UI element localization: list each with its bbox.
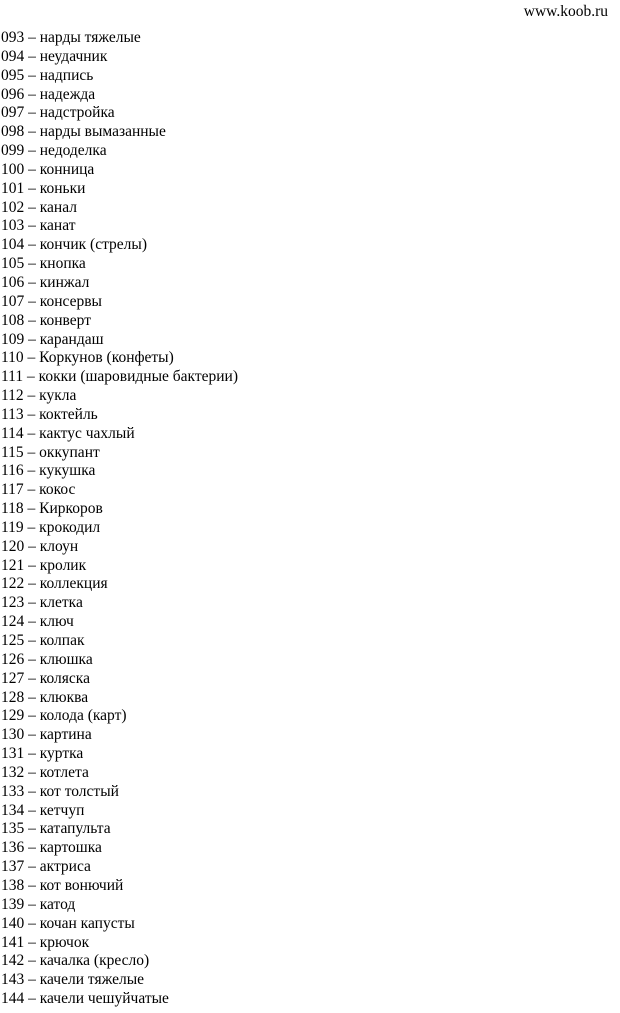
- list-item: 139 – катод: [1, 895, 76, 913]
- list-item: 141 – крючок: [1, 933, 90, 951]
- list-item: 125 – колпак: [1, 632, 85, 649]
- list-item: 098 – нарды вымазанные: [1, 123, 166, 141]
- list-item: 093 – нарды тяжелые: [1, 29, 141, 46]
- list-item: 107 – консервы: [1, 292, 102, 310]
- list-item: 128 – клюква: [1, 688, 89, 706]
- list-item: 106 – кинжал: [1, 273, 90, 291]
- list-item: 112 – кукла: [1, 387, 77, 405]
- list-item: 124 – ключ: [1, 613, 74, 631]
- list-item: 102 – канал: [1, 198, 77, 216]
- list-item: 133 – кот толстый: [1, 782, 119, 800]
- list-item: 144 – качели чешуйчатые: [1, 990, 169, 1008]
- list-item: 113 – коктейль: [1, 405, 98, 423]
- list-item: 095 – надпись: [1, 66, 94, 84]
- list-item: 111 – кокки (шаровидные бактерии): [1, 368, 239, 386]
- site-url: www.koob.ru: [523, 3, 608, 20]
- list-item: 109 – карандаш: [1, 330, 104, 348]
- list-item: 143 – качели тяжелые: [1, 971, 144, 989]
- list-item: 142 – качалка (кресло): [1, 952, 150, 970]
- list-item: 115 – оккупант: [1, 443, 100, 461]
- list-item: 108 – конверт: [1, 311, 91, 329]
- list-item: 136 – картошка: [1, 839, 102, 857]
- list-item: 123 – клетка: [1, 594, 83, 612]
- list-item: 138 – кот вонючий: [1, 876, 124, 894]
- list-item: 126 – клюшка: [1, 650, 93, 668]
- list-item: 114 – кактус чахлый: [1, 424, 135, 442]
- list-item: 116 – кукушка: [1, 462, 96, 480]
- list-item: 129 – колода (карт): [1, 707, 127, 725]
- list-item: 103 – канат: [1, 217, 76, 235]
- list-item: 122 – коллекция: [1, 575, 108, 593]
- list-item: 135 – катапульта: [1, 820, 111, 838]
- list-item: 104 – кончик (стрелы): [1, 236, 147, 254]
- list-item: 117 – кокос: [1, 481, 76, 499]
- list-item: 127 – коляска: [1, 669, 90, 687]
- list-item: 119 – крокодил: [1, 518, 101, 536]
- list-item: 132 – котлета: [1, 763, 89, 781]
- list-item: 130 – картина: [1, 726, 92, 744]
- entry-list: [1, 29, 238, 1009]
- list-item: 105 – кнопка: [1, 255, 86, 273]
- list-item: 099 – недоделка: [1, 142, 107, 160]
- list-item: 118 – Киркоров: [1, 500, 103, 518]
- list-item: 100 – конница: [1, 160, 95, 178]
- list-item: 101 – коньки: [1, 179, 86, 197]
- list-item: 120 – клоун: [1, 537, 79, 555]
- list-item: 137 – актриса: [1, 858, 91, 876]
- list-item: 121 – кролик: [1, 556, 87, 574]
- list-item: 140 – кочан капусты: [1, 914, 135, 932]
- list-item: 134 – кетчуп: [1, 801, 85, 819]
- list-item: 131 – куртка: [1, 745, 84, 763]
- list-item: 096 – надежда: [1, 85, 96, 103]
- list-item: 110 – Коркунов (конфеты): [1, 349, 174, 367]
- list-item: 097 – надстройка: [1, 104, 115, 122]
- list-item: 094 – неудачник: [1, 47, 108, 65]
